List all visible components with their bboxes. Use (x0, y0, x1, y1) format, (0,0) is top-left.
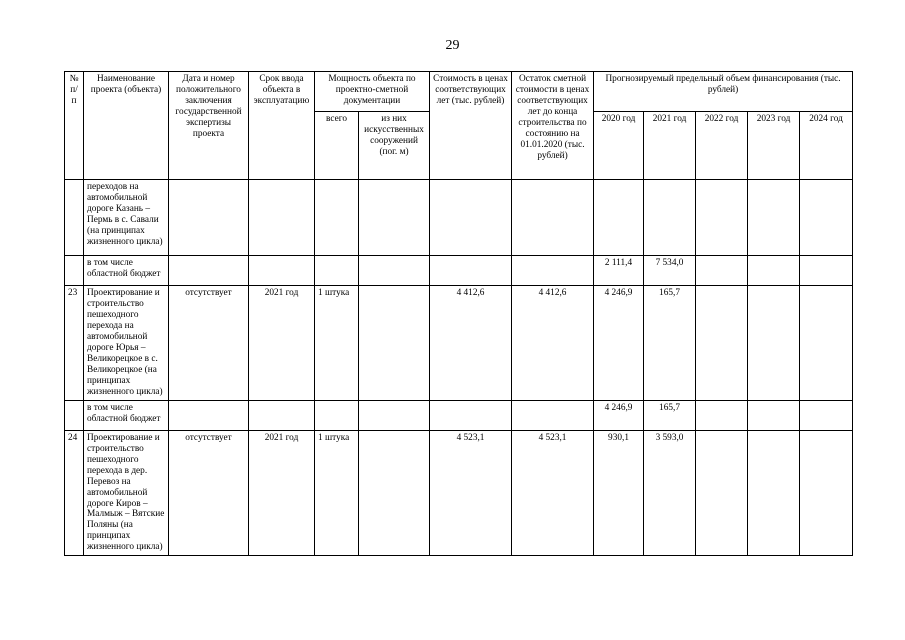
cell-y2022 (696, 180, 748, 256)
cell-cost (430, 180, 512, 256)
cell-y2020: 4 246,9 (594, 400, 644, 430)
table-row (65, 286, 853, 401)
cell-capacity-artificial (359, 400, 430, 430)
cell-remainder (512, 180, 594, 256)
cell-remainder: 4 523,1 (512, 430, 594, 556)
header-forecast: Прогнозируемый предельный объем финансирования (тыс. рублей) (594, 72, 853, 112)
page-number: 29 (445, 38, 460, 53)
cell-y2023 (748, 180, 800, 256)
cell-y2020: 4 246,9 (594, 286, 644, 401)
header-row-1 (65, 72, 853, 112)
cell-capacity-artificial (359, 430, 430, 556)
cell-capacity-total (315, 256, 359, 286)
cell-name: Проектирование и строительство пешеходного перехода на автомобильной дороге Юрья – Великорецкое в с. Великорецкое (на принципах жизненного цикла) (84, 286, 169, 401)
header-cost: Стоимость в ценах соответствующих лет (тыс. рублей) (430, 72, 512, 180)
cell-remainder (512, 400, 594, 430)
cell-deadline: 2021 год (249, 430, 315, 556)
cell-remainder (512, 256, 594, 286)
cell-name: в том числе областной бюджет (84, 256, 169, 286)
header-capacity-artificial: из них искусственных сооружений (пог. м) (359, 112, 430, 180)
cell-num (65, 256, 84, 286)
header-num: № п/п (65, 72, 84, 180)
cell-num (65, 400, 84, 430)
header-capacity: Мощность объекта по проектно-сметной документации (315, 72, 430, 112)
header-year-2024: 2024 год (800, 112, 853, 180)
cell-conclusion (169, 400, 249, 430)
header-year-2022: 2022 год (696, 112, 748, 180)
cell-num: 23 (65, 286, 84, 401)
cell-capacity-total (315, 180, 359, 256)
table-row (65, 400, 853, 430)
header-capacity-total: всего (315, 112, 359, 180)
cell-y2020: 2 111,4 (594, 256, 644, 286)
cell-y2024 (800, 180, 853, 256)
cell-y2024 (800, 256, 853, 286)
cell-cost: 4 412,6 (430, 286, 512, 401)
cell-conclusion (169, 256, 249, 286)
table-row (65, 430, 853, 556)
header-year-2023: 2023 год (748, 112, 800, 180)
cell-y2022 (696, 400, 748, 430)
cell-capacity-total: 1 штука (315, 286, 359, 401)
cell-y2021: 3 593,0 (644, 430, 696, 556)
header-conclusion: Дата и номер положительного заключения государственной экспертизы проекта (169, 72, 249, 180)
header-year-2021: 2021 год (644, 112, 696, 180)
cell-capacity-artificial (359, 256, 430, 286)
cell-y2023 (748, 430, 800, 556)
cell-capacity-total (315, 400, 359, 430)
header-remainder: Остаток сметной стоимости в ценах соответствующих лет до конца строительства по состоянию на 01.01.2020 (тыс. рублей) (512, 72, 594, 180)
cell-num (65, 180, 84, 256)
cell-y2021: 165,7 (644, 400, 696, 430)
cell-name: в том числе областной бюджет (84, 400, 169, 430)
cell-conclusion: отсутствует (169, 286, 249, 401)
cell-deadline: 2021 год (249, 286, 315, 401)
cell-deadline (249, 400, 315, 430)
cell-deadline (249, 256, 315, 286)
cell-y2021: 165,7 (644, 286, 696, 401)
cell-y2020 (594, 180, 644, 256)
cell-capacity-total: 1 штука (315, 430, 359, 556)
cell-y2021: 7 534,0 (644, 256, 696, 286)
cell-y2024 (800, 430, 853, 556)
cell-y2024 (800, 286, 853, 401)
cell-cost (430, 256, 512, 286)
table-row (65, 180, 853, 256)
cell-y2022 (696, 430, 748, 556)
table-row (65, 256, 853, 286)
cell-conclusion: отсутствует (169, 430, 249, 556)
header-name: Наименование проекта (объекта) (84, 72, 169, 180)
cell-y2023 (748, 286, 800, 401)
cell-remainder: 4 412,6 (512, 286, 594, 401)
cell-y2024 (800, 400, 853, 430)
cell-conclusion (169, 180, 249, 256)
cell-num: 24 (65, 430, 84, 556)
cell-y2022 (696, 256, 748, 286)
financing-table (64, 71, 853, 556)
cell-cost (430, 400, 512, 430)
cell-name: Проектирование и строительство пешеходного перехода в дер. Перевоз на автомобильной дороге Киров – Малмыж – Вятские Поляны (на принципах жизненного цикла) (84, 430, 169, 556)
cell-y2023 (748, 400, 800, 430)
cell-deadline (249, 180, 315, 256)
cell-capacity-artificial (359, 180, 430, 256)
cell-capacity-artificial (359, 286, 430, 401)
cell-name: переходов на автомобильной дороге Казань – Пермь в с. Савали (на принципах жизненного цикла) (84, 180, 169, 256)
cell-cost: 4 523,1 (430, 430, 512, 556)
cell-y2021 (644, 180, 696, 256)
header-deadline: Срок ввода объекта в эксплуатацию (249, 72, 315, 180)
cell-y2023 (748, 256, 800, 286)
cell-y2020: 930,1 (594, 430, 644, 556)
header-year-2020: 2020 год (594, 112, 644, 180)
cell-y2022 (696, 286, 748, 401)
